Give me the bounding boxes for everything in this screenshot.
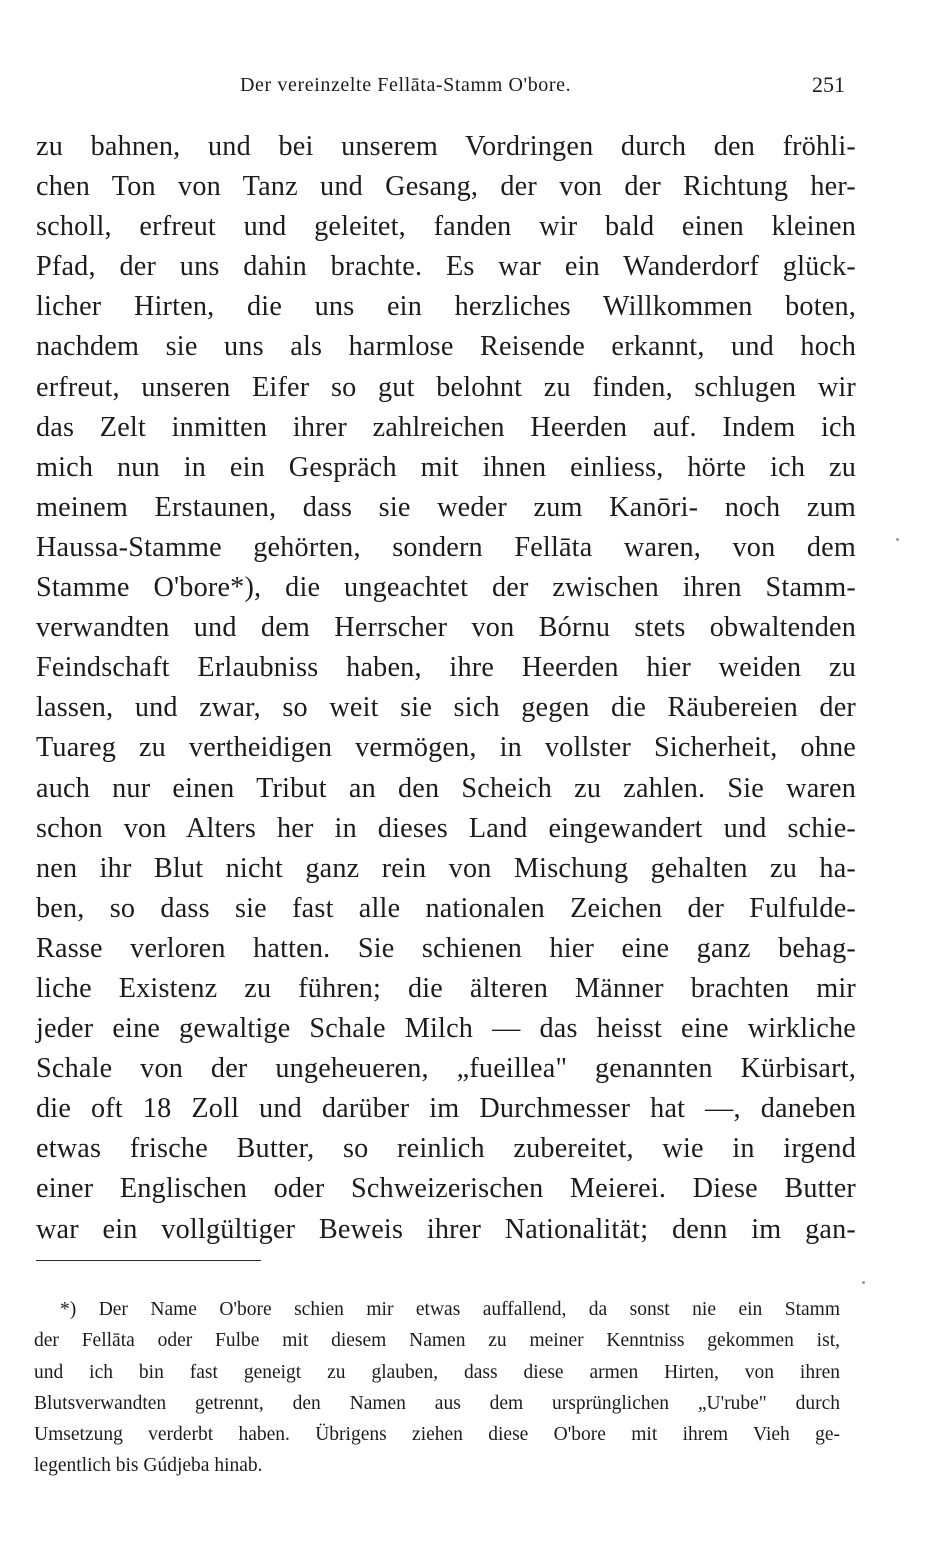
text-line: lassen, und zwar, so weit sie sich gegen die Räubereien der [36, 692, 856, 724]
text-line: Stamme O'bore*), die ungeachtet der zwischen ihren Stamm- [36, 572, 856, 604]
text-line: nen ihr Blut nicht ganz rein von Mischung gehalten zu ha- [36, 852, 856, 884]
print-speck [896, 538, 899, 541]
text-line: die oft 18 Zoll und darüber im Durchmesser hat —, daneben [36, 1093, 856, 1125]
text-line: war ein vollgültiger Beweis ihrer Nationalität; denn im gan- [36, 1213, 856, 1245]
text-line: Tuareg zu vertheidigen vermögen, in vollster Sicherheit, ohne [36, 732, 856, 764]
footnote-line: Umsetzung verderbt haben. Übrigens ziehen diese O'bore mit ihrem Vieh ge- [34, 1424, 840, 1446]
print-speck [862, 1281, 865, 1284]
footnote-line: und ich bin fast geneigt zu glauben, dass diese armen Hirten, von ihren [34, 1361, 840, 1383]
text-line: chen Ton von Tanz und Gesang, der von der Richtung her- [36, 171, 856, 203]
text-line: einer Englischen oder Schweizerischen Meierei. Diese Butter [36, 1173, 856, 1205]
text-line: Rasse verloren hatten. Sie schienen hier eine ganz behag- [36, 932, 856, 964]
text-line: Haussa-Stamme gehörten, sondern Fellāta waren, von dem [36, 531, 856, 563]
main-text [36, 127, 856, 1250]
page-number: 251 [812, 72, 845, 97]
text-line: mich nun in ein Gespräch mit ihnen einliess, hörte ich zu [36, 451, 856, 483]
text-line: licher Hirten, die uns ein herzliches Willkommen boten, [36, 291, 856, 323]
text-line: Schale von der ungeheueren, „fueillea" genannten Kürbisart, [36, 1053, 856, 1085]
text-line: Pfad, der uns dahin brachte. Es war ein Wanderdorf glück- [36, 251, 856, 283]
text-line: verwandten und dem Herrscher von Bórnu stets obwaltenden [36, 612, 856, 644]
text-line: Feindschaft Erlaubniss haben, ihre Heerden hier weiden zu [36, 652, 856, 684]
footnote-separator [36, 1260, 261, 1261]
text-line: schon von Alters her in dieses Land eingewandert und schie- [36, 812, 856, 844]
footnote [34, 1294, 840, 1482]
text-line: meinem Erstaunen, dass sie weder zum Kanōri- noch zum [36, 491, 856, 523]
text-line: zu bahnen, und bei unserem Vordringen durch den fröhli- [36, 131, 856, 162]
text-line: scholl, erfreut und geleitet, fanden wir bald einen kleinen [36, 211, 856, 243]
text-line: ben, so dass sie fast alle nationalen Zeichen der Fulfulde- [36, 892, 856, 924]
text-line: das Zelt inmitten ihrer zahlreichen Heerden auf. Indem ich [36, 411, 856, 443]
footnote-line: *) Der Name O'bore schien mir etwas auffallend, da sonst nie ein Stamm [60, 1299, 840, 1320]
text-line: etwas frische Butter, so reinlich zubereitet, wie in irgend [36, 1133, 856, 1165]
footnote-line: der Fellāta oder Fulbe mit diesem Namen zu meiner Kenntniss gekommen ist, [34, 1330, 840, 1352]
running-title: Der vereinzelte Fellāta-Stamm O'bore. [240, 74, 572, 96]
text-line: liche Existenz zu führen; die älteren Männer brachten mir [36, 972, 856, 1004]
text-line: jeder eine gewaltige Schale Milch — das heisst eine wirkliche [36, 1013, 856, 1045]
footnote-line: Blutsverwandten getrennt, den Namen aus dem ursprünglichen „U'rube" durch [34, 1392, 840, 1414]
text-line: erfreut, unseren Eifer so gut belohnt zu finden, schlugen wir [36, 371, 856, 403]
footnote-line: legentlich bis Gúdjeba hinab. [34, 1455, 263, 1477]
text-line: nachdem sie uns als harmlose Reisende erkannt, und hoch [36, 331, 856, 363]
text-line: auch nur einen Tribut an den Scheich zu zahlen. Sie waren [36, 772, 856, 804]
